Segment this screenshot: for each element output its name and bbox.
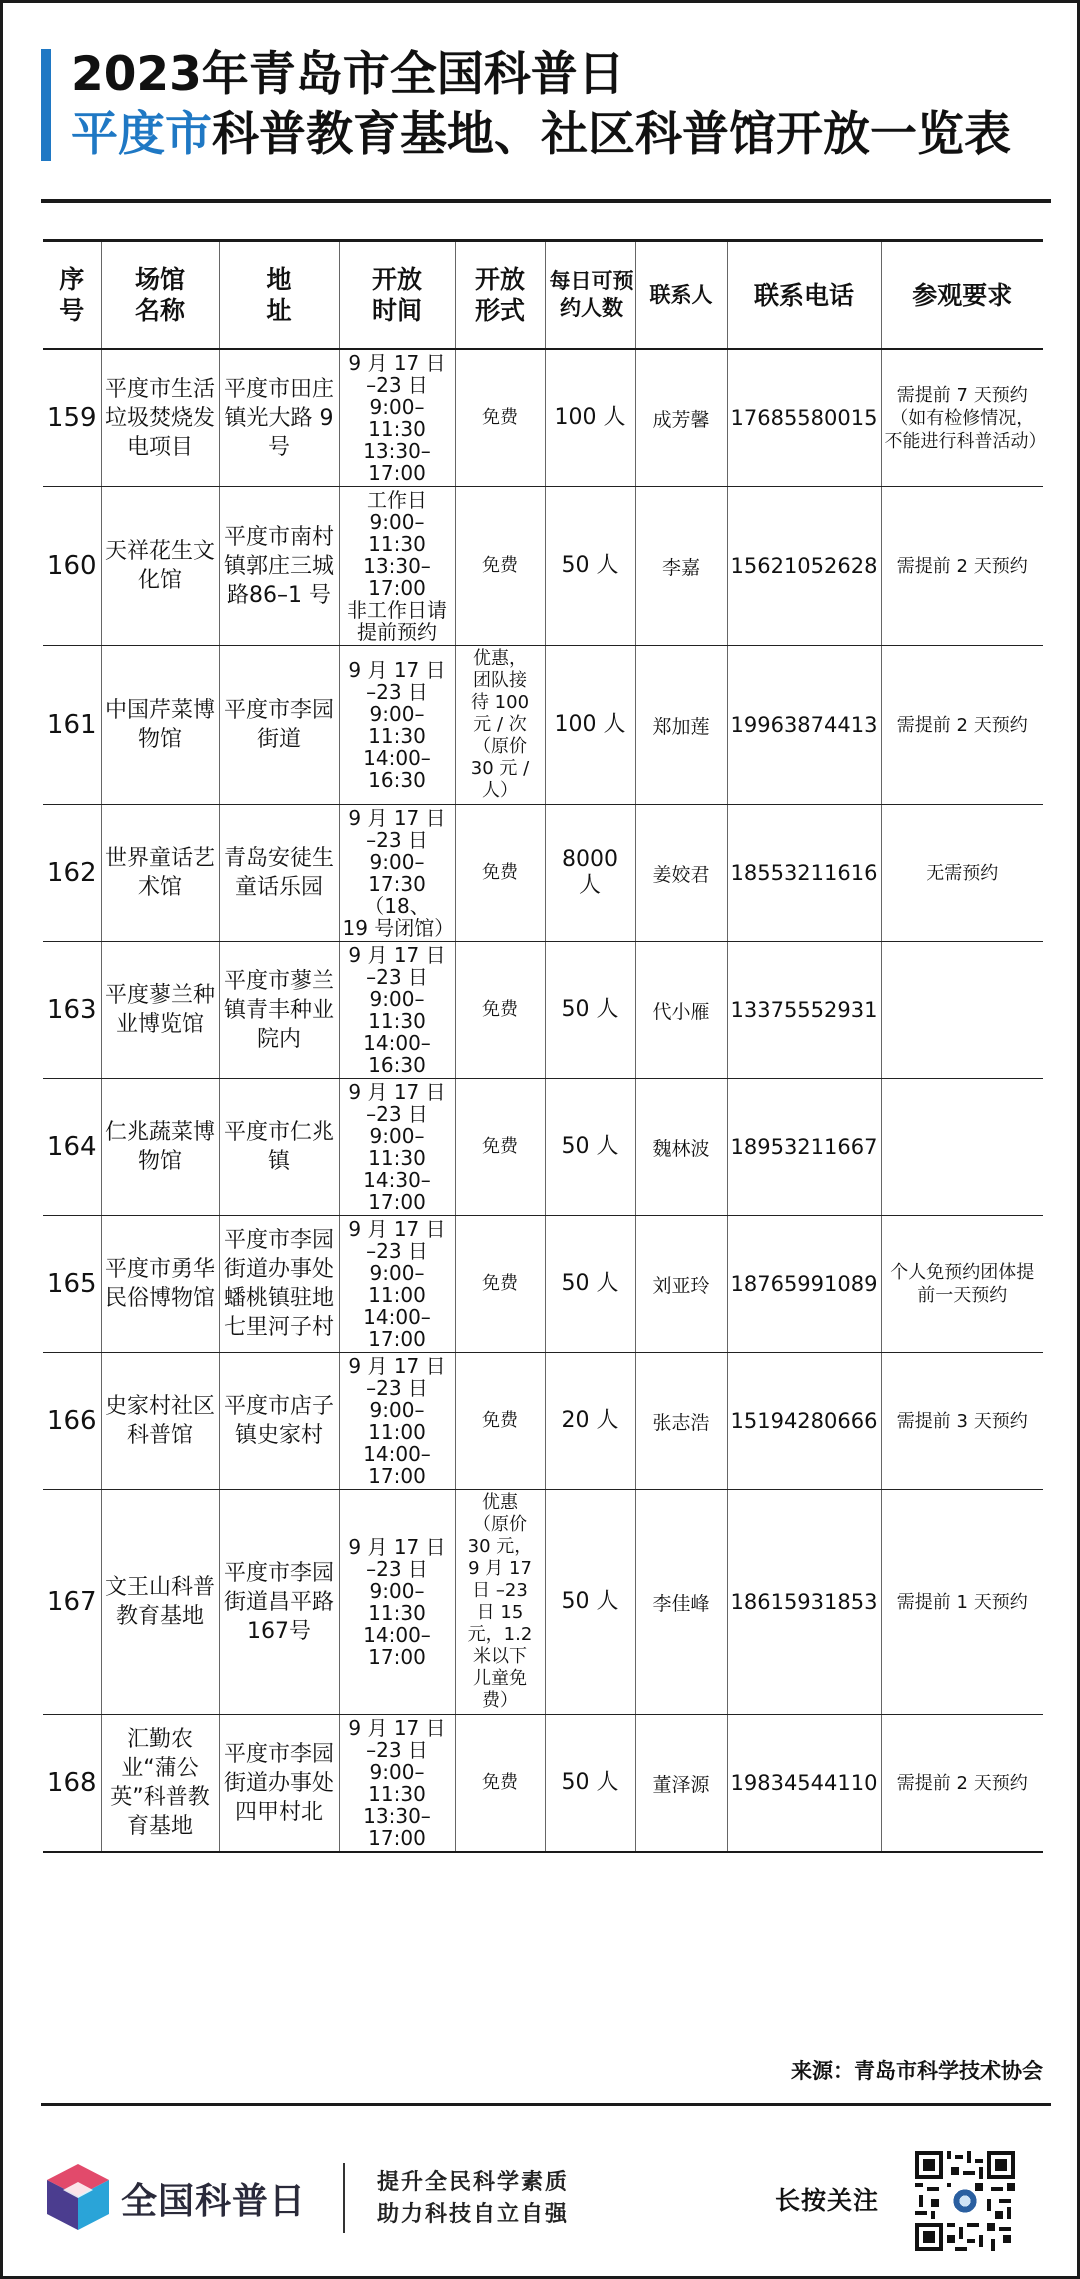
col-header-contact: 联系人 (635, 241, 727, 350)
cell-hours: 9 月 17 日 –23 日 9:00– 11:30 13:30– 17:00 (339, 349, 455, 487)
cell-address: 平度市李园街道昌平路 167号 (219, 1490, 339, 1715)
title-line-2-rest: 科普教育基地、社区科普馆开放一览表 (212, 107, 1011, 162)
footer-slogan (377, 2167, 569, 2231)
cell-capacity: 50 人 (545, 1490, 635, 1715)
cell-hours: 工作日 9:00– 11:30 13:30– 17:00 非工作日请 提前预约 (339, 487, 455, 646)
cell-address: 平度市南村镇郭庄三城路86–1 号 (219, 487, 339, 646)
cell-requirement: 需提前 1 天预约 (881, 1490, 1043, 1715)
cell-contact: 李嘉 (635, 487, 727, 646)
table-row (43, 942, 1043, 1079)
cell-capacity: 100 人 (545, 646, 635, 805)
cell-address: 平度市李园街道办事处四甲村北 (219, 1715, 339, 1853)
cell-venue-name: 史家村社区科普馆 (101, 1353, 219, 1490)
cell-hours: 9 月 17 日 –23 日 9:00– 11:00 14:00– 17:00 (339, 1216, 455, 1353)
cell-requirement (881, 942, 1043, 1079)
table-header-row (43, 241, 1043, 350)
qr-code-icon[interactable] (915, 2151, 1015, 2251)
cell-contact: 郑加莲 (635, 646, 727, 805)
cell-no: 167 (43, 1490, 101, 1715)
cell-requirement: 需提前 2 天预约 (881, 646, 1043, 805)
cell-phone: 18553211616 (727, 805, 881, 942)
header (41, 47, 1041, 165)
title-line-2 (71, 107, 1011, 163)
cell-no: 162 (43, 805, 101, 942)
cell-capacity: 50 人 (545, 1079, 635, 1216)
cell-venue-name: 天祥花生文化馆 (101, 487, 219, 646)
cell-venue-name: 仁兆蔬菜博物馆 (101, 1079, 219, 1216)
title-accent-bar (41, 49, 51, 161)
cell-requirement: 无需预约 (881, 805, 1043, 942)
cell-capacity: 50 人 (545, 1715, 635, 1853)
table-row (43, 1490, 1043, 1715)
cell-hours: 9 月 17 日 –23 日 9:00– 11:30 13:30– 17:00 (339, 1715, 455, 1853)
table-row (43, 1216, 1043, 1353)
footer-brand: 全国科普日 (121, 2181, 307, 2222)
table-row (43, 349, 1043, 487)
cell-venue-name: 中国芹菜博物馆 (101, 646, 219, 805)
cell-no: 165 (43, 1216, 101, 1353)
cell-address: 青岛安徒生童话乐园 (219, 805, 339, 942)
cell-phone: 18615931853 (727, 1490, 881, 1715)
table-row (43, 1715, 1043, 1853)
cell-requirement: 需提前 2 天预约 (881, 1715, 1043, 1853)
cell-mode: 免费 (455, 805, 545, 942)
col-header-name: 场馆名称 (101, 241, 219, 350)
table-row (43, 487, 1043, 646)
cell-no: 163 (43, 942, 101, 1079)
cell-venue-name: 平度市勇华民俗博物馆 (101, 1216, 219, 1353)
cell-phone: 17685580015 (727, 349, 881, 487)
cell-requirement (881, 1079, 1043, 1216)
cell-contact: 李佳峰 (635, 1490, 727, 1715)
footer-divider (343, 2163, 345, 2233)
cell-venue-name: 文王山科普教育基地 (101, 1490, 219, 1715)
cell-contact: 魏林波 (635, 1079, 727, 1216)
cell-contact: 姜姣君 (635, 805, 727, 942)
cell-no: 166 (43, 1353, 101, 1490)
cell-phone: 13375552931 (727, 942, 881, 1079)
cell-venue-name: 汇勤农业“蒲公英”科普教育基地 (101, 1715, 219, 1853)
col-header-phone: 联系电话 (727, 241, 881, 350)
cell-capacity: 50 人 (545, 1216, 635, 1353)
cell-capacity: 8000 人 (545, 805, 635, 942)
title-line-1: 2023年青岛市全国科普日 (71, 47, 625, 102)
cell-phone: 15194280666 (727, 1353, 881, 1490)
table-row (43, 1079, 1043, 1216)
cell-hours: 9 月 17 日 –23 日 9:00– 11:30 14:00– 17:00 (339, 1490, 455, 1715)
cell-mode: 免费 (455, 942, 545, 1079)
cell-capacity: 100 人 (545, 349, 635, 487)
cell-address: 平度市仁兆镇 (219, 1079, 339, 1216)
col-header-no: 序号 (43, 241, 101, 350)
col-header-capacity: 每日可预约人数 (545, 241, 635, 350)
cell-address: 平度市店子镇史家村 (219, 1353, 339, 1490)
cell-contact: 代小雁 (635, 942, 727, 1079)
cell-address: 平度市田庄镇光大路 9 号 (219, 349, 339, 487)
col-header-address: 地址 (219, 241, 339, 350)
source-credit: 来源：青岛市科学技术协会 (791, 2059, 1043, 2083)
cell-no: 160 (43, 487, 101, 646)
cell-phone: 19834544110 (727, 1715, 881, 1853)
cell-mode: 优惠 （原价 30 元， 9 月 17 日 –23 日 15 元，1.2 米以下 儿童免 费） (455, 1490, 545, 1715)
cell-phone: 18953211667 (727, 1079, 881, 1216)
cell-phone: 15621052628 (727, 487, 881, 646)
cell-mode: 免费 (455, 1715, 545, 1853)
cell-mode: 免费 (455, 1353, 545, 1490)
cell-phone: 18765991089 (727, 1216, 881, 1353)
cell-capacity: 20 人 (545, 1353, 635, 1490)
cell-hours: 9 月 17 日 –23 日 9:00– 17:30（18、 19 号闭馆） (339, 805, 455, 942)
cell-phone: 19963874413 (727, 646, 881, 805)
cell-no: 164 (43, 1079, 101, 1216)
venue-table (43, 239, 1047, 1853)
cube-logo-icon (43, 2160, 113, 2234)
cell-hours: 9 月 17 日 –23 日 9:00– 11:00 14:00– 17:00 (339, 1353, 455, 1490)
cell-hours: 9 月 17 日 –23 日 9:00– 11:30 14:00– 16:30 (339, 646, 455, 805)
cell-mode: 优惠， 团队接 待 100 元 / 次 （原价 30 元 / 人） (455, 646, 545, 805)
cell-capacity: 50 人 (545, 487, 635, 646)
cell-mode: 免费 (455, 1079, 545, 1216)
col-header-requirement: 参观要求 (881, 241, 1043, 350)
cell-mode: 免费 (455, 487, 545, 646)
cell-address: 平度市蓼兰镇青丰种业院内 (219, 942, 339, 1079)
cell-contact: 刘亚玲 (635, 1216, 727, 1353)
cell-capacity: 50 人 (545, 942, 635, 1079)
table-row (43, 646, 1043, 805)
follow-label: 长按关注 (775, 2186, 880, 2215)
slogan-line-1: 提升全民科学素质 (377, 2170, 570, 2195)
cell-contact: 张志浩 (635, 1353, 727, 1490)
header-rule (41, 199, 1051, 203)
title-highlight: 平度市 (71, 107, 212, 162)
cell-no: 168 (43, 1715, 101, 1853)
cell-venue-name: 世界童话艺术馆 (101, 805, 219, 942)
cell-hours: 9 月 17 日 –23 日 9:00– 11:30 14:30– 17:00 (339, 1079, 455, 1216)
cell-no: 159 (43, 349, 101, 487)
cell-mode: 免费 (455, 1216, 545, 1353)
footer-rule (41, 2103, 1051, 2106)
cell-venue-name: 平度蓼兰种业博览馆 (101, 942, 219, 1079)
cell-address: 平度市李园街道 (219, 646, 339, 805)
table-row (43, 1353, 1043, 1490)
table-row (43, 805, 1043, 942)
cell-address: 平度市李园街道办事处蟠桃镇驻地七里河子村 (219, 1216, 339, 1353)
cell-requirement: 需提前 3 天预约 (881, 1353, 1043, 1490)
cell-requirement: 个人免预约团体提前一天预约 (881, 1216, 1043, 1353)
slogan-line-2: 助力科技自立自强 (377, 2202, 570, 2227)
cell-requirement: 需提前 7 天预约（如有检修情况，不能进行科普活动） (881, 349, 1043, 487)
col-header-mode: 开放形式 (455, 241, 545, 350)
cell-contact: 成芳馨 (635, 349, 727, 487)
col-header-hours: 开放时间 (339, 241, 455, 350)
cell-requirement: 需提前 2 天预约 (881, 487, 1043, 646)
cell-contact: 董泽源 (635, 1715, 727, 1853)
cell-venue-name: 平度市生活垃圾焚烧发电项目 (101, 349, 219, 487)
cell-hours: 9 月 17 日 –23 日 9:00– 11:30 14:00– 16:30 (339, 942, 455, 1079)
cell-mode: 免费 (455, 349, 545, 487)
table-body (43, 349, 1047, 1852)
cell-no: 161 (43, 646, 101, 805)
